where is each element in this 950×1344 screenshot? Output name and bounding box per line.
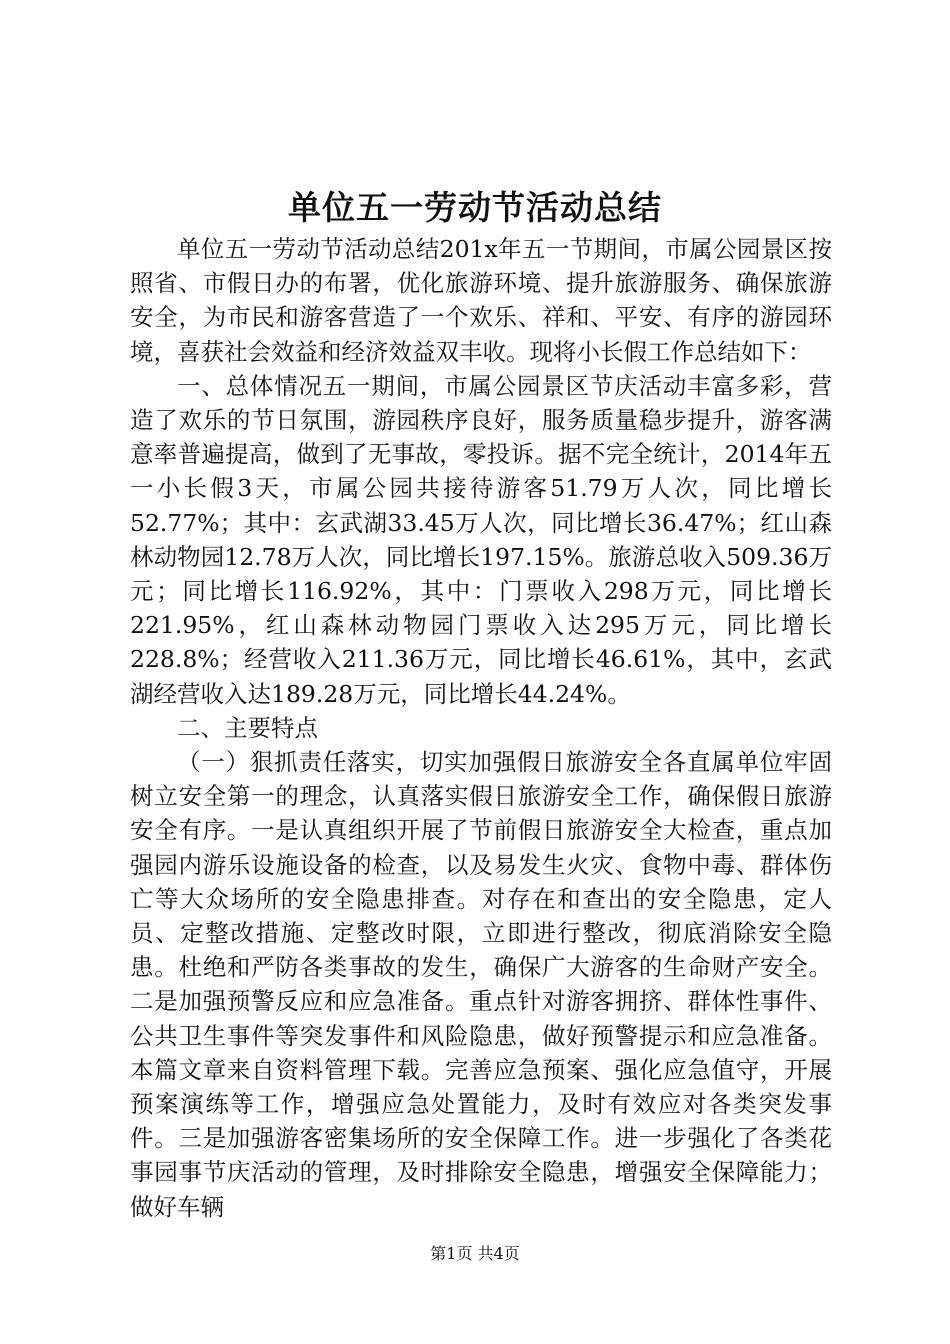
paragraph-intro: 单位五一劳动节活动总结201x年五一节期间，市属公园景区按照省、市假日办的布署，优化旅游环境、提升旅游服务、确保旅游安全，为市民和游客营造了一个欢乐、祥和、平安、有序的游园环境，喜获社会效益和经济效益双丰收。现将小长假工作总结如下： xyxy=(130,235,832,366)
document-body xyxy=(130,232,832,1224)
section-heading-features: 二、主要特点 xyxy=(177,713,318,742)
page-number-footer: 第1页 共4页 xyxy=(430,1244,520,1263)
paragraph-overview: 一、总体情况五一期间，市属公园景区节庆活动丰富多彩，营造了欢乐的节日氛围，游园秩序良好，服务质量稳步提升，游客满意率普遍提高，做到了无事故，零投诉。据不完全统计，2014年五一小长假3天，市属公园共接待游客51.79万人次，同比增长52.77%；其中：玄武湖33.45万人次，同比增长36.47%；红山森林动物园12.78万人次，同比增长197.15%。旅游总收入509.36万元；同比增长116.92%，其中：门票收入298万元，同比增长221.95%，红山森林动物园门票收入达295万元，同比增长228.8%；经营收入211.36万元，同比增长46.61%，其中，玄武湖经营收入达189.28万元，同比增长44.24%。 xyxy=(130,371,832,708)
document-title: 单位五一劳动节活动总结 xyxy=(288,188,662,227)
paragraph-safety: （一）狠抓责任落实，切实加强假日旅游安全各直属单位牢固树立安全第一的理念，认真落实假日旅游安全工作，确保假日旅游安全有序。一是认真组织开展了节前假日旅游安全大检查，重点加强园内游乐设施设备的检查，以及易发生火灾、食物中毒、群体伤亡等大众场所的安全隐患排查。对存在和查出的安全隐患，定人员、定整改措施、定整改时限，立即进行整改，彻底消除安全隐患。杜绝和严防各类事故的发生，确保广大游客的生命财产安全。二是加强预警反应和应急准备。重点针对游客拥挤、群体性事件、公共卫生事件等突发事件和风险隐患，做好预警提示和应急准备。本篇文章来自资料管理下载。完善应急预案、强化应急值守，开展预案演练等工作，增强应急处置能力，及时有效应对各类突发事件。三是加强游客密集场所的安全保障工作。进一步强化了各类花事园事节庆活动的管理，及时排除安全隐患，增强安全保障能力；做好车辆 xyxy=(130,748,832,1221)
